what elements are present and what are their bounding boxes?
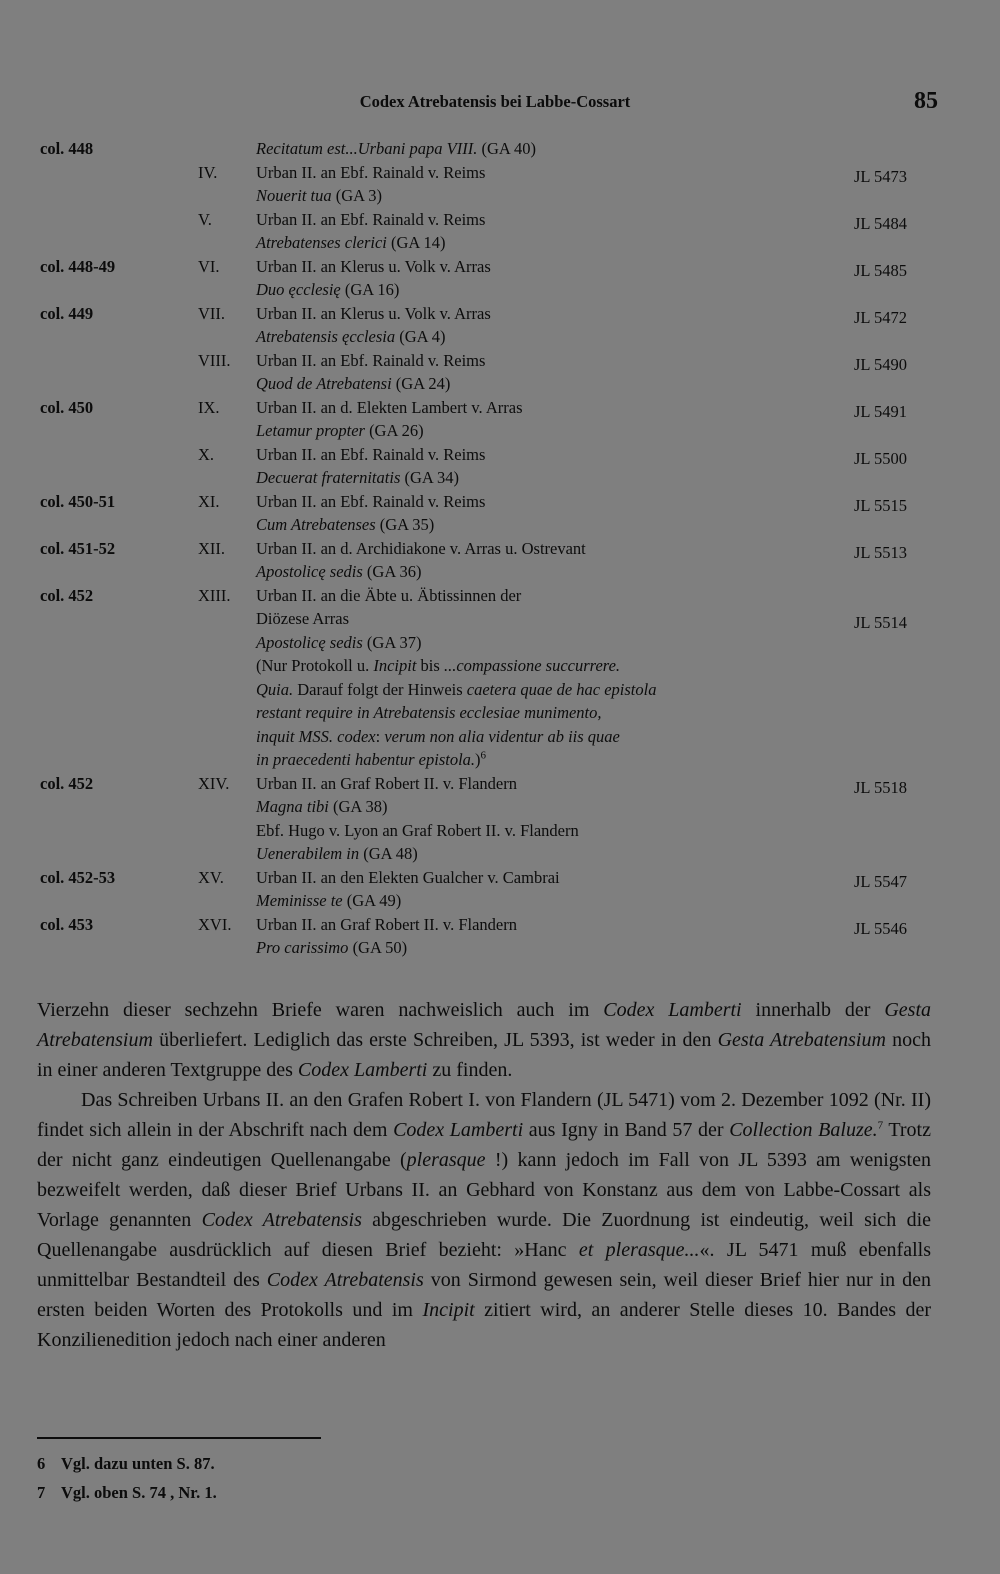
text-run: (GA 14) bbox=[386, 233, 446, 252]
entry-line bbox=[40, 466, 940, 490]
letter-description bbox=[256, 819, 579, 843]
text-run: Darauf folgt der Hinweis bbox=[293, 679, 467, 699]
text-run: (GA 40) bbox=[477, 139, 537, 158]
italic-text: Quod de Atrebatensi bbox=[256, 374, 392, 393]
text-run: Urban II. an Ebf. Rainald v. Reims bbox=[256, 491, 486, 511]
jl-number: JL 5490 bbox=[854, 354, 908, 374]
letter-number: VII. bbox=[198, 303, 226, 323]
letter-description bbox=[256, 184, 382, 208]
letter-description bbox=[256, 678, 656, 702]
letter-number: XIV. bbox=[198, 773, 230, 793]
jl-number: JL 5473 bbox=[854, 166, 908, 186]
text-run: Urban II. an Graf Robert II. v. Flandern bbox=[256, 773, 518, 793]
footnote-number: 7 bbox=[37, 1483, 46, 1502]
letter-description bbox=[256, 419, 424, 443]
letter-entry bbox=[40, 584, 940, 772]
paragraph bbox=[37, 995, 931, 1085]
entry-line bbox=[40, 396, 940, 420]
entry-line bbox=[40, 913, 940, 937]
letter-description bbox=[256, 772, 517, 796]
letter-description bbox=[256, 231, 446, 255]
letter-number: XV. bbox=[198, 867, 224, 887]
entry-line bbox=[40, 419, 940, 443]
letter-number: XVI. bbox=[198, 914, 232, 934]
letter-description bbox=[256, 913, 517, 937]
letter-description bbox=[256, 725, 620, 749]
letter-entry bbox=[40, 490, 940, 537]
letter-entry bbox=[40, 537, 940, 584]
letter-number: X. bbox=[198, 444, 215, 464]
letter-description bbox=[256, 654, 620, 678]
italic-text: Nouerit tua bbox=[256, 186, 332, 205]
letter-description bbox=[256, 842, 418, 866]
letter-entry bbox=[40, 396, 940, 443]
entry-line bbox=[40, 278, 940, 302]
column-reference: col. 448-49 bbox=[40, 256, 116, 276]
letter-description bbox=[256, 255, 491, 279]
letter-description bbox=[256, 325, 446, 349]
italic-text: restant require in Atrebatensis ecclesiae munimento, bbox=[256, 703, 602, 722]
entry-line bbox=[40, 325, 940, 349]
text-run: (GA 35) bbox=[375, 515, 435, 534]
entry-line bbox=[40, 349, 940, 373]
column-reference: col. 449 bbox=[40, 303, 94, 323]
italic-text: Magna tibi bbox=[256, 797, 329, 816]
text-run: Urban II. an Ebf. Rainald v. Reims bbox=[256, 209, 486, 229]
italic-text: Codex Lamberti bbox=[603, 999, 742, 1021]
jl-number: JL 5515 bbox=[854, 495, 908, 515]
entry-line bbox=[40, 725, 940, 749]
jl-number: JL 5518 bbox=[854, 777, 908, 797]
running-title: Codex Atrebatensis bei Labbe-Cossart bbox=[359, 92, 631, 111]
text-run: (GA 4) bbox=[395, 327, 446, 346]
letter-description bbox=[256, 513, 434, 537]
letter-description bbox=[256, 631, 421, 655]
entry-line bbox=[40, 772, 940, 796]
italic-text: Incipit bbox=[373, 656, 417, 675]
entry-line bbox=[40, 889, 940, 913]
letter-number: V. bbox=[198, 209, 212, 229]
letter-number: XI. bbox=[198, 491, 220, 511]
entry-line bbox=[40, 231, 940, 255]
letter-description bbox=[256, 466, 459, 490]
letter-number: XII. bbox=[198, 538, 226, 558]
text-run: (GA 48) bbox=[359, 844, 418, 863]
entry-line bbox=[40, 866, 940, 890]
italic-text: Pro carissimo bbox=[256, 938, 349, 957]
letter-entry bbox=[40, 161, 940, 208]
text-run: (GA 36) bbox=[362, 562, 422, 581]
letter-description bbox=[256, 490, 485, 514]
italic-text: Collection Baluze. bbox=[729, 1119, 878, 1141]
entry-line bbox=[40, 255, 940, 279]
letter-entry bbox=[40, 208, 940, 255]
italic-text: Recitatum est...Urbani papa VIII. bbox=[256, 139, 478, 158]
entry-line bbox=[40, 513, 940, 537]
italic-text: et plerasque... bbox=[578, 1239, 700, 1261]
letter-entry bbox=[40, 255, 940, 302]
entry-line bbox=[40, 184, 940, 208]
letter-entry bbox=[40, 137, 940, 161]
footnote-number: 6 bbox=[37, 1454, 46, 1473]
jl-number: JL 5484 bbox=[854, 213, 908, 233]
text-run: Urban II. an d. Archidiakone v. Arras u. Ostrevant bbox=[256, 538, 586, 558]
page-header bbox=[0, 88, 1000, 118]
text-run: zitiert wird, an anderer Stelle dieses 10. Bandes der Konzilienedition jedoch nach einer anderen bbox=[37, 1299, 931, 1351]
footnote-text: Vgl. dazu unten S. 87. bbox=[61, 1454, 215, 1473]
text-run: noch in einer anderen Textgruppe des bbox=[37, 1029, 931, 1081]
footnotes bbox=[37, 1449, 217, 1507]
jl-number: JL 5472 bbox=[854, 307, 908, 327]
letter-number: VI. bbox=[198, 256, 220, 276]
text-run: überliefert. Lediglich das erste Schreiben, JL 5393, ist weder in den bbox=[152, 1029, 718, 1051]
letter-entry bbox=[40, 866, 940, 913]
paragraph bbox=[37, 1085, 931, 1355]
letter-description bbox=[256, 161, 485, 185]
italic-text: Cum Atrebatenses bbox=[256, 515, 376, 534]
text-run: Urban II. an den Elekten Gualcher v. Cambrai bbox=[256, 867, 560, 887]
letter-number: VIII. bbox=[198, 350, 231, 370]
column-reference: col. 451-52 bbox=[40, 538, 116, 558]
italic-text: in praecedenti habentur epistola. bbox=[256, 750, 476, 769]
text-run: (GA 38) bbox=[328, 797, 388, 816]
entry-line bbox=[40, 607, 940, 631]
column-reference: col. 452 bbox=[40, 773, 94, 793]
letter-description bbox=[256, 889, 401, 913]
text-run: zu finden. bbox=[427, 1059, 513, 1081]
footnote-ref: 6 bbox=[480, 749, 487, 762]
entry-line bbox=[40, 936, 940, 960]
jl-number: JL 5500 bbox=[854, 448, 908, 468]
text-run: (GA 16) bbox=[340, 280, 400, 299]
letter-number: IX. bbox=[198, 397, 220, 417]
letter-description bbox=[256, 537, 586, 561]
text-run: abgeschrieben wurde. Die Zuordnung ist eindeutig, weil sich die Quellenangabe ausdrücklich auf diesen Brief bezieht: »Hanc bbox=[37, 1209, 932, 1261]
letter-description bbox=[256, 866, 560, 890]
letter-description bbox=[256, 443, 485, 467]
italic-text: caetera quae de hac epistola bbox=[466, 679, 657, 699]
text-run: Urban II. an Graf Robert II. v. Flandern bbox=[256, 914, 518, 934]
column-reference: col. 450-51 bbox=[40, 491, 116, 511]
italic-text: Duo ęcclesię bbox=[256, 280, 341, 299]
column-reference: col. 453 bbox=[40, 914, 94, 934]
footnote bbox=[37, 1449, 217, 1478]
letter-description bbox=[256, 607, 349, 631]
entry-line bbox=[40, 748, 940, 772]
letter-table bbox=[40, 137, 940, 960]
text-run: Urban II. an Ebf. Rainald v. Reims bbox=[256, 350, 486, 370]
letter-entry bbox=[40, 913, 940, 960]
letter-description bbox=[256, 701, 602, 725]
letter-description bbox=[256, 560, 421, 584]
footnote-rule bbox=[37, 1437, 321, 1439]
footnote-text: Vgl. oben S. 74 , Nr. 1. bbox=[61, 1483, 217, 1502]
text-run: Urban II. an Klerus u. Volk v. Arras bbox=[256, 303, 491, 323]
text-run: (GA 34) bbox=[400, 468, 460, 487]
letter-description bbox=[256, 278, 399, 302]
entry-line bbox=[40, 137, 940, 161]
letter-description bbox=[256, 748, 486, 772]
italic-text: Letamur propter bbox=[256, 421, 365, 440]
text-run: (GA 37) bbox=[362, 632, 422, 652]
italic-text: Quia. bbox=[256, 679, 294, 699]
text-run: Ebf. Hugo v. Lyon an Graf Robert II. v. Flandern bbox=[256, 820, 579, 840]
text-run: Urban II. an Ebf. Rainald v. Reims bbox=[256, 162, 486, 182]
letter-description bbox=[256, 137, 536, 161]
text-run: innerhalb der bbox=[741, 999, 885, 1021]
footnote-ref: 7 bbox=[877, 1119, 884, 1132]
column-reference: col. 452-53 bbox=[40, 867, 116, 887]
letter-description bbox=[256, 349, 485, 373]
column-reference: col. 452 bbox=[40, 585, 94, 605]
text-run: bis bbox=[416, 656, 444, 675]
letter-entry bbox=[40, 443, 940, 490]
column-reference: col. 450 bbox=[40, 397, 94, 417]
footnote bbox=[37, 1478, 217, 1507]
jl-number: JL 5547 bbox=[854, 871, 908, 891]
italic-text: Incipit bbox=[422, 1299, 475, 1321]
entry-line bbox=[40, 490, 940, 514]
entry-line bbox=[40, 654, 940, 678]
letter-description bbox=[256, 208, 485, 232]
entry-line bbox=[40, 560, 940, 584]
text-run: (GA 24) bbox=[391, 374, 451, 393]
text-run: Das Schreiben Urbans II. an den Grafen Robert I. von Flandern (JL 5471) vom 2. Dezember 1092 (Nr. II) findet sich allein in der Abschrift nach dem bbox=[37, 1089, 931, 1141]
letter-description bbox=[256, 372, 450, 396]
italic-text: Gesta Atrebatensium bbox=[37, 999, 932, 1051]
italic-text: Uenerabilem in bbox=[256, 844, 360, 863]
text-run: «. JL 5471 muß ebenfalls unmittelbar Bestandteil des bbox=[37, 1239, 931, 1291]
entry-line bbox=[40, 701, 940, 725]
italic-text: Meminisse te bbox=[256, 891, 343, 910]
text-run: (GA 26) bbox=[364, 421, 424, 440]
letter-number: XIII. bbox=[198, 585, 231, 605]
entry-line bbox=[40, 161, 940, 185]
italic-text: Codex Atrebatensis bbox=[201, 1209, 362, 1231]
text-run: von Sirmond gewesen sein, weil dieser Brief hier nur in den ersten beiden Worten des Protokolls und im bbox=[37, 1269, 931, 1321]
text-run: Vierzehn dieser sechzehn Briefe waren nachweislich auch im bbox=[37, 999, 604, 1021]
italic-text: Codex Lamberti bbox=[393, 1119, 524, 1141]
entry-line bbox=[40, 795, 940, 819]
jl-number: JL 5485 bbox=[854, 260, 908, 280]
italic-text: inquit MSS. codex bbox=[256, 726, 376, 746]
italic-text: Codex Atrebatensis bbox=[266, 1269, 424, 1291]
text-run: (Nur Protokoll u. bbox=[256, 656, 374, 675]
text-run: Urban II. an die Äbte u. Äbtissinnen der bbox=[256, 585, 522, 605]
jl-number: JL 5514 bbox=[854, 613, 908, 632]
letter-description bbox=[256, 396, 523, 420]
page-number: 85 bbox=[914, 88, 938, 114]
entry-line bbox=[40, 208, 940, 232]
letter-entry bbox=[40, 349, 940, 396]
italic-text: plerasque bbox=[406, 1149, 486, 1171]
letter-description bbox=[256, 936, 407, 960]
text-run: !) kann jedoch im Fall von JL 5393 am wenigsten bezweifelt werden, daß dieser Brief Urbans II. an Gebhard von Konstanz aus dem von Labbe-Cossart als Vorlage genannten bbox=[37, 1149, 931, 1231]
italic-text: verum non alia videntur ab iis quae bbox=[384, 726, 620, 746]
italic-text: Gesta Atrebatensium bbox=[717, 1029, 886, 1051]
entry-line bbox=[40, 443, 940, 467]
letter-number: IV. bbox=[198, 162, 218, 182]
entry-line bbox=[40, 302, 940, 326]
italic-text: Decuerat fraternitatis bbox=[256, 468, 401, 487]
italic-text: Apostolicę sedis bbox=[256, 562, 363, 581]
entry-line bbox=[40, 842, 940, 866]
jl-number: JL 5491 bbox=[854, 401, 908, 421]
text-run: Urban II. an Ebf. Rainald v. Reims bbox=[256, 444, 486, 464]
text-run: Trotz der nicht ganz eindeutigen Quellenangabe ( bbox=[37, 1119, 931, 1171]
italic-text: Apostolicę sedis bbox=[256, 632, 363, 652]
italic-text: Atrebatensis ęcclesia bbox=[256, 327, 396, 346]
italic-text: ...compassione succurrere. bbox=[443, 656, 621, 675]
letter-description bbox=[256, 302, 491, 326]
body-text bbox=[37, 995, 931, 1355]
letter-entry bbox=[40, 302, 940, 349]
entry-line bbox=[40, 372, 940, 396]
text-run: ) bbox=[475, 750, 481, 769]
letter-entry bbox=[40, 772, 940, 866]
column-reference: col. 448 bbox=[40, 139, 94, 158]
text-run: Urban II. an d. Elekten Lambert v. Arras bbox=[256, 397, 523, 417]
entry-line bbox=[40, 631, 940, 655]
jl-number: JL 5513 bbox=[854, 542, 908, 562]
text-run: Diözese Arras bbox=[256, 609, 350, 628]
entry-line bbox=[40, 678, 940, 702]
text-run: aus Igny in Band 57 der bbox=[523, 1119, 730, 1141]
letter-description bbox=[256, 795, 388, 819]
text-run: : bbox=[375, 726, 385, 746]
text-run: (GA 3) bbox=[331, 186, 383, 205]
entry-line bbox=[40, 537, 940, 561]
text-run: Urban II. an Klerus u. Volk v. Arras bbox=[256, 256, 491, 276]
italic-text: Codex Lamberti bbox=[297, 1059, 428, 1081]
entry-line bbox=[40, 584, 940, 608]
text-run: (GA 50) bbox=[348, 938, 408, 957]
italic-text: Atrebatenses clerici bbox=[256, 233, 387, 252]
text-run: (GA 49) bbox=[342, 891, 402, 910]
jl-number: JL 5546 bbox=[854, 918, 908, 938]
entry-line bbox=[40, 819, 940, 843]
letter-description bbox=[256, 584, 521, 608]
